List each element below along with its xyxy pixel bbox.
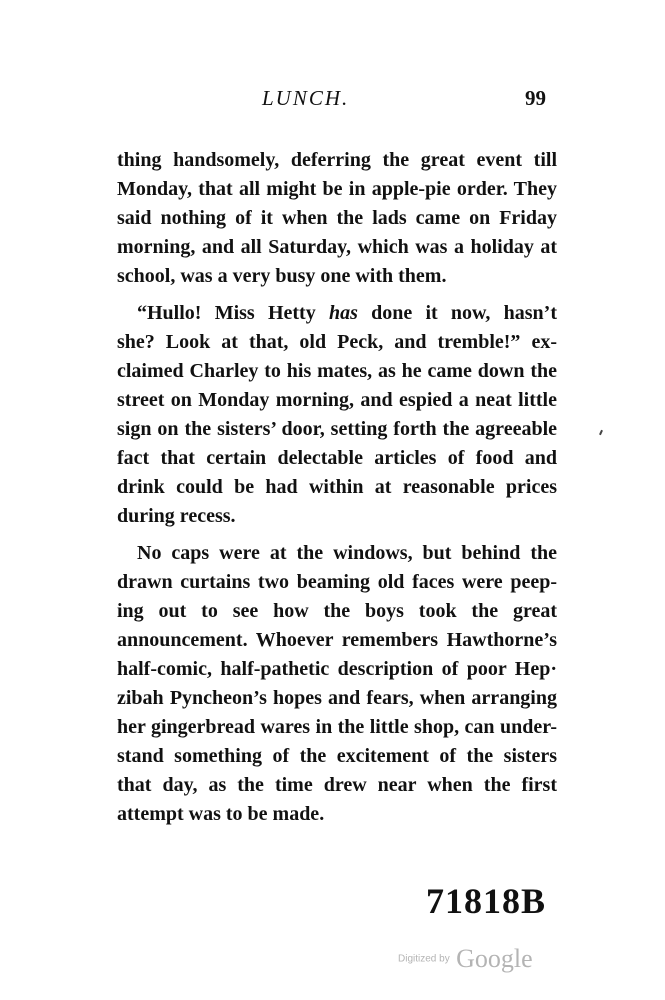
text-line: drawn curtains two beaming old faces were peep- — [117, 571, 557, 593]
text-line: zibah Pyncheon’s hopes and fears, when arranging — [117, 687, 557, 709]
text-line: morning, and all Saturday, which was a holiday at — [117, 236, 557, 258]
page-number: 99 — [525, 86, 546, 110]
text-line: attempt was to be made. — [117, 803, 325, 825]
text-line: ing out to see how the boys took the great — [117, 600, 557, 622]
text-line: she? Look at that, old Peck, and tremble!” ex- — [117, 331, 557, 353]
text-line: half-comic, half-pathetic description of poor Hep· — [117, 658, 557, 680]
text-line: Monday, that all might be in apple-pie order. They — [117, 178, 557, 200]
text-line: claimed Charley to his mates, as he came down the — [117, 360, 557, 382]
text-line: announcement. Whoever remembers Hawthorne’s — [117, 629, 557, 651]
watermark-prefix: Digitized by — [398, 953, 450, 965]
digitized-watermark — [398, 944, 533, 974]
text-line: stand something of the excitement of the sisters — [117, 745, 557, 767]
paragraph — [117, 539, 557, 829]
text-line: thing handsomely, deferring the great event till — [117, 149, 557, 171]
running-title: LUNCH. — [262, 86, 350, 110]
text-line: during recess. — [117, 505, 236, 527]
print-speck — [599, 430, 603, 435]
paragraph — [117, 299, 557, 531]
catalog-number: 71818B — [426, 881, 547, 921]
text-line: No caps were at the windows, but behind the — [137, 542, 557, 564]
text-line: said nothing of it when the lads came on Friday — [117, 207, 557, 229]
paragraph — [117, 146, 557, 291]
text-line: that day, as the time drew near when the first — [117, 774, 557, 796]
emphasized-word: has — [328, 302, 358, 324]
text-line: drink could be had within at reasonable prices — [117, 476, 557, 498]
text-line: school, was a very busy one with them. — [117, 265, 447, 287]
google-logo: Google — [456, 944, 533, 973]
text-line: her gingerbread wares in the little shop, can under- — [117, 716, 557, 738]
text-line: fact that certain delectable articles of food and — [117, 447, 557, 469]
body-text — [117, 146, 557, 829]
page-header — [0, 86, 665, 126]
text-line: “Hullo! Miss Hetty has done it now, hasn’t — [137, 302, 557, 324]
text-line: street on Monday morning, and espied a neat little — [117, 389, 557, 411]
paragraph-gap — [117, 291, 557, 299]
text-line: sign on the sisters’ door, setting forth the agreeable — [117, 418, 557, 440]
paragraph-gap — [117, 531, 557, 539]
